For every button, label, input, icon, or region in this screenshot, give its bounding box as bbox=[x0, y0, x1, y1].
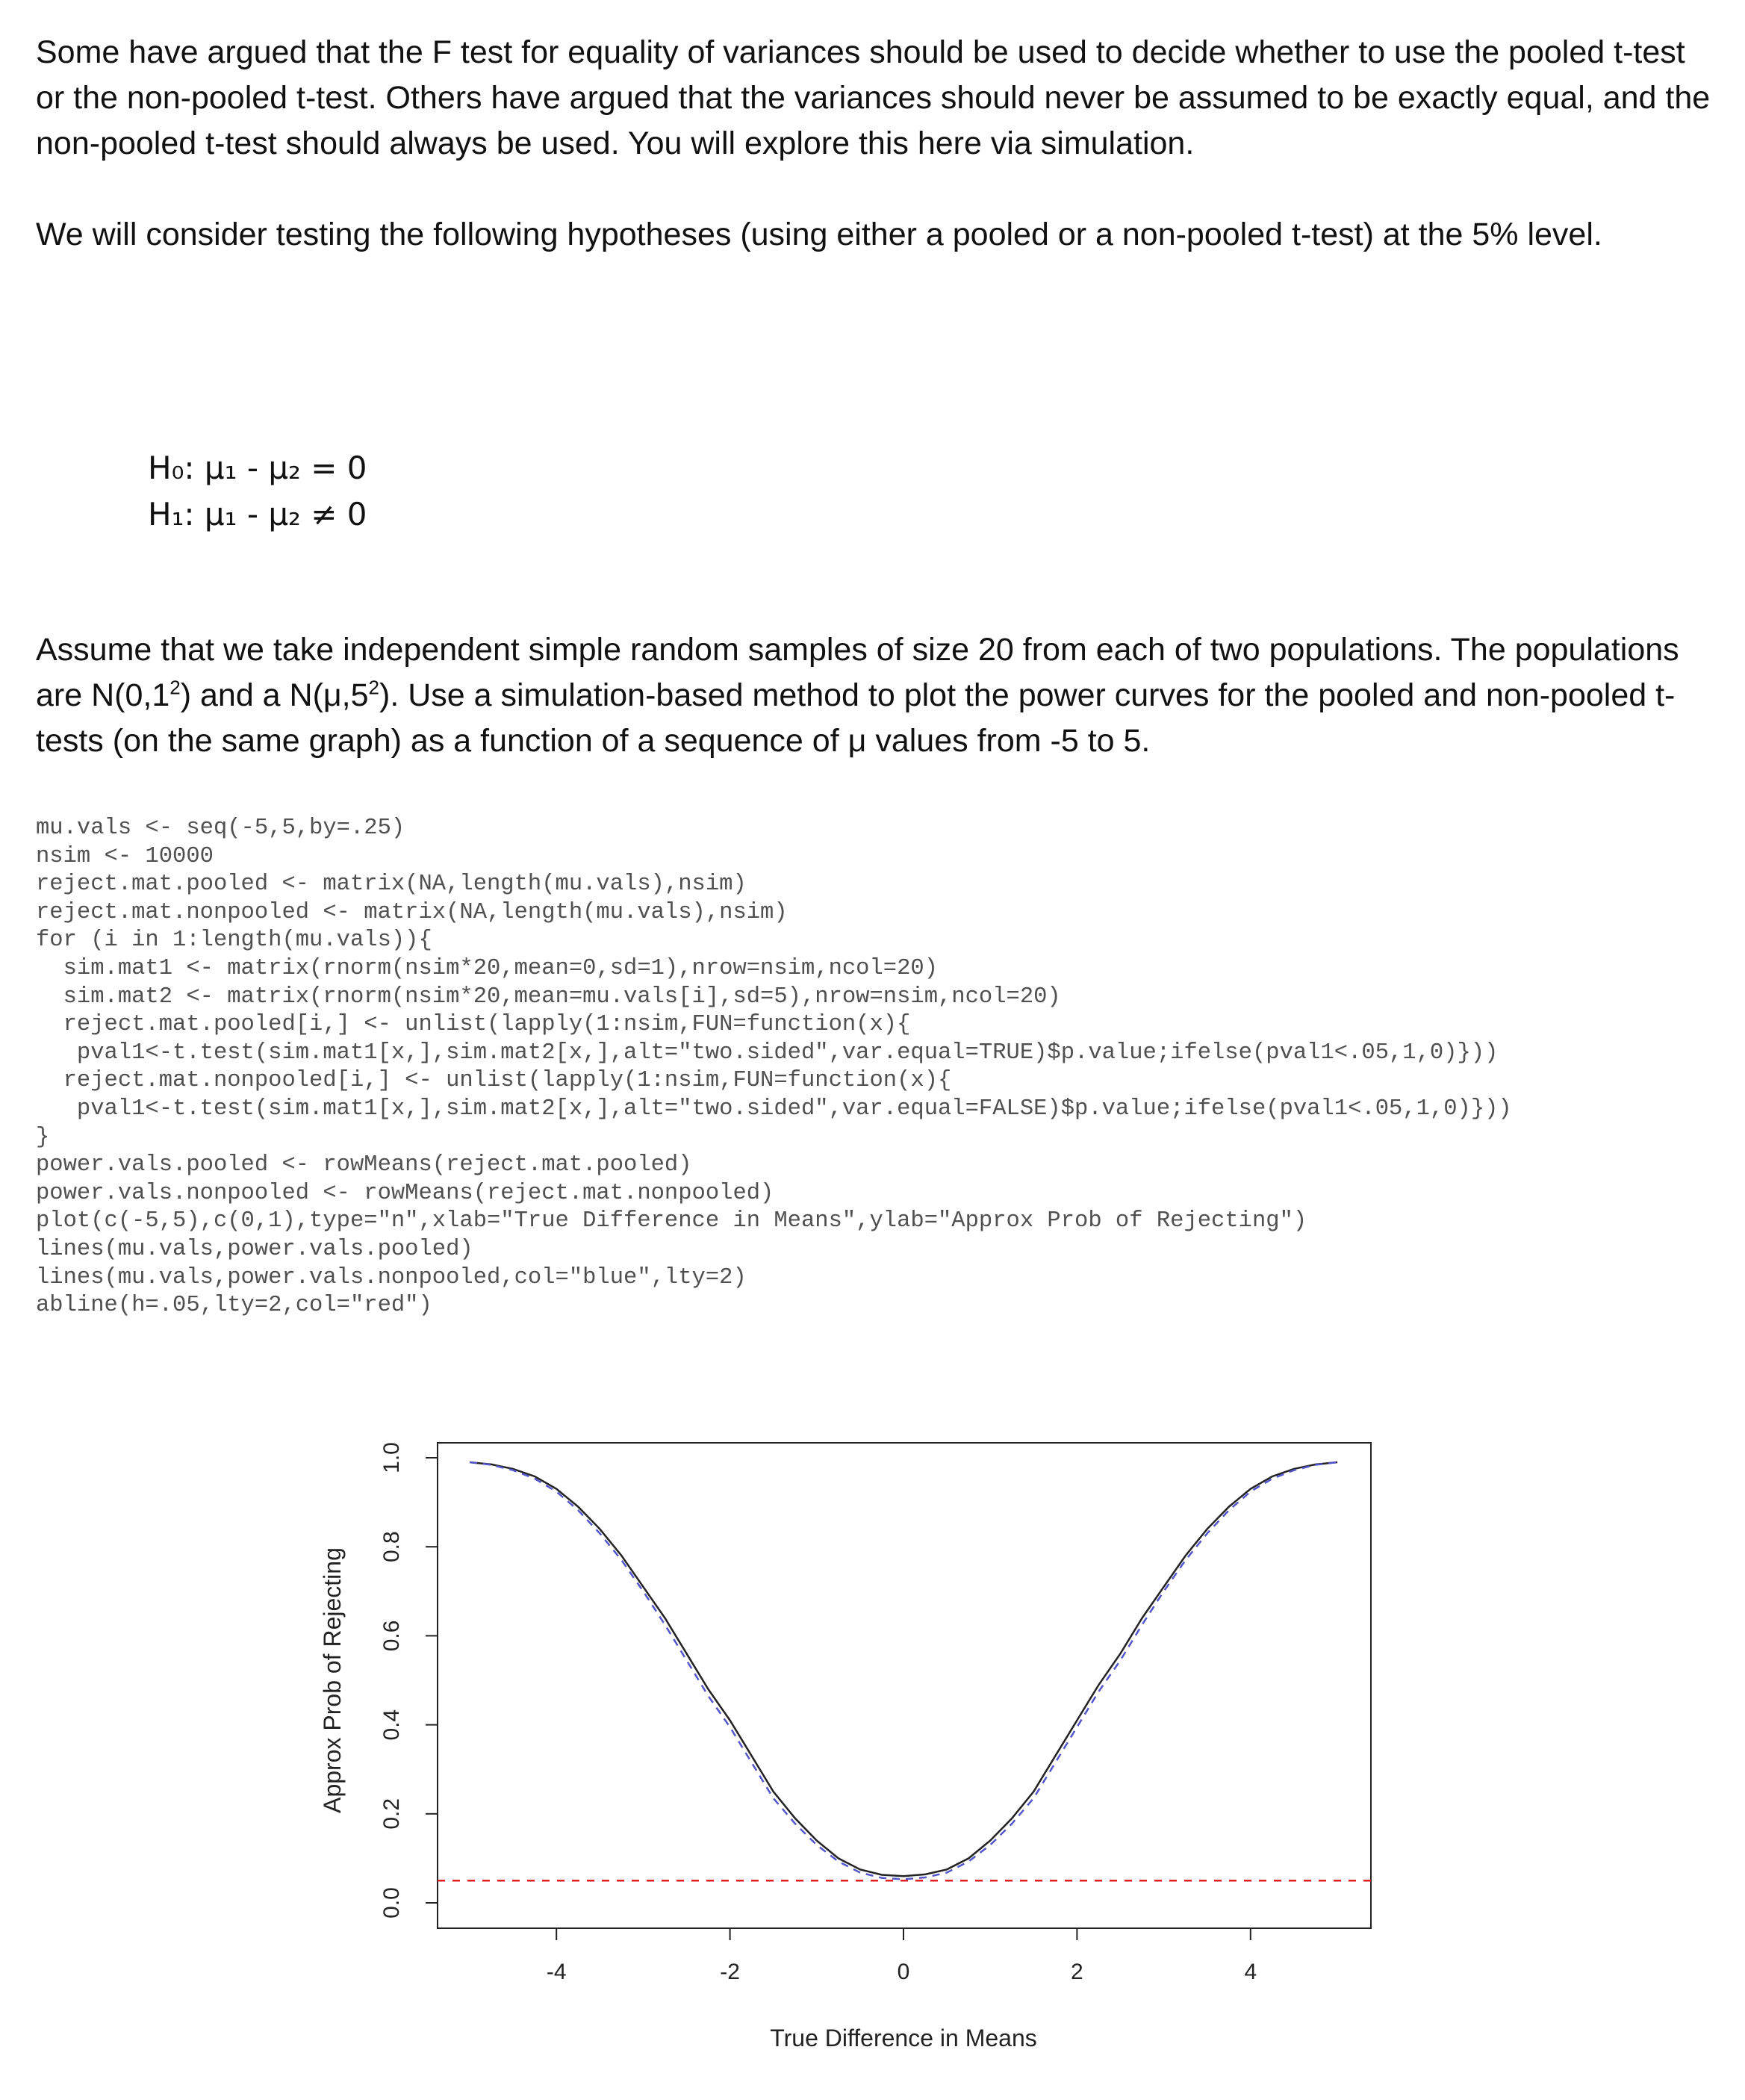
null-hypothesis: H₀: μ₁ - μ₂ = 0 bbox=[148, 450, 367, 486]
code-line: sim.mat2 <- matrix(rnorm(nsim*20,mean=mu.vals[i],sd=5),nrow=nsim,ncol=20) bbox=[36, 984, 1061, 1010]
y-tick-label: 0.2 bbox=[379, 1798, 404, 1830]
x-tick-label: 4 bbox=[1244, 1960, 1257, 1984]
code-line: power.vals.pooled <- rowMeans(reject.mat.pooled) bbox=[36, 1152, 692, 1178]
alternative-hypothesis: H₁: μ₁ - μ₂ ≠ 0 bbox=[148, 496, 367, 532]
code-line: for (i in 1:length(mu.vals)){ bbox=[36, 928, 432, 954]
code-line: power.vals.nonpooled <- rowMeans(reject.mat.nonpooled) bbox=[36, 1180, 774, 1206]
code-line: mu.vals <- seq(-5,5,by=.25) bbox=[36, 816, 405, 841]
y-tick-label: 1.0 bbox=[379, 1442, 404, 1473]
code-line: sim.mat1 <- matrix(rnorm(nsim*20,mean=0,sd=1),nrow=nsim,ncol=20) bbox=[36, 955, 938, 981]
code-line: reject.mat.nonpooled <- matrix(NA,length(mu.vals),nsim) bbox=[36, 899, 788, 925]
code-line: abline(h=.05,lty=2,col="red") bbox=[36, 1293, 432, 1319]
x-tick-label: -4 bbox=[546, 1960, 567, 1984]
superscript-2: 2 bbox=[368, 676, 380, 699]
code-line: reject.mat.pooled[i,] <- unlist(lapply(1:nsim,FUN=function(x){ bbox=[36, 1012, 911, 1038]
plot-frame bbox=[438, 1443, 1371, 1928]
code-line: pval1<-t.test(sim.mat1[x,],sim.mat2[x,],alt="two.sided",var.equal=FALSE)$p.value;ifelse(pval1<.05,1,0)})) bbox=[36, 1096, 1512, 1122]
x-tick-label: -2 bbox=[720, 1960, 740, 1984]
intro-paragraph: Some have argued that the F test for equality of variances should be used to decide whether to use the pooled t-test or the non-pooled t-test. Others have argued that the variances should never be assumed to be exactly equal, and the non-pooled t-test should always be used. You will explore this here via simulation. bbox=[36, 34, 1711, 161]
x-tick-label: 2 bbox=[1071, 1960, 1083, 1984]
y-tick-label: 0.8 bbox=[379, 1531, 404, 1563]
code-line: pval1<-t.test(sim.mat1[x,],sim.mat2[x,],alt="two.sided",var.equal=TRUE)$p.value;ifelse(pval1<.05,1,0)})) bbox=[36, 1040, 1499, 1066]
code-line: lines(mu.vals,power.vals.pooled) bbox=[36, 1236, 473, 1262]
assumption-text-3: ). Use a simulation-based method to plot the power curves for the pooled and non-pooled t-tests (on the same graph) as a function of a sequence of μ values from -5 to 5. bbox=[36, 677, 1676, 759]
y-tick-label: 0.6 bbox=[379, 1620, 404, 1652]
series-line-power.vals.pooled bbox=[470, 1462, 1337, 1876]
code-line: reject.mat.pooled <- matrix(NA,length(mu.vals),nsim) bbox=[36, 872, 747, 898]
code-line: reject.mat.nonpooled[i,] <- unlist(lapply(1:nsim,FUN=function(x){ bbox=[36, 1068, 952, 1094]
series-line-power.vals.nonpooled bbox=[470, 1462, 1337, 1879]
superscript-1: 2 bbox=[169, 676, 181, 699]
plot-area bbox=[319, 1442, 1371, 2051]
assumption-text-1: Assume that we take independent simple random samples of size 20 from each of two populations. The populations are N(0,1 bbox=[36, 632, 1679, 713]
code-line: lines(mu.vals,power.vals.nonpooled,col="blue",lty=2) bbox=[36, 1264, 747, 1290]
y-tick-label: 0.0 bbox=[379, 1887, 404, 1919]
y-axis-title: Approx Prob of Rejecting bbox=[319, 1547, 346, 1813]
code-line: plot(c(-5,5),c(0,1),type="n",xlab="True Difference in Means",ylab="Approx Prob of Rejecting") bbox=[36, 1208, 1307, 1234]
y-tick-label: 0.4 bbox=[379, 1709, 404, 1741]
hypotheses-intro-paragraph: We will consider testing the following hypotheses (using either a pooled or a non-pooled t-test) at the 5% level. bbox=[36, 217, 1602, 252]
code-line: } bbox=[36, 1124, 50, 1150]
x-axis-title: True Difference in Means bbox=[770, 2025, 1037, 2051]
x-tick-label: 0 bbox=[897, 1960, 910, 1984]
code-line: nsim <- 10000 bbox=[36, 843, 214, 869]
assumption-text-2: ) and a N(μ,5 bbox=[180, 677, 369, 713]
